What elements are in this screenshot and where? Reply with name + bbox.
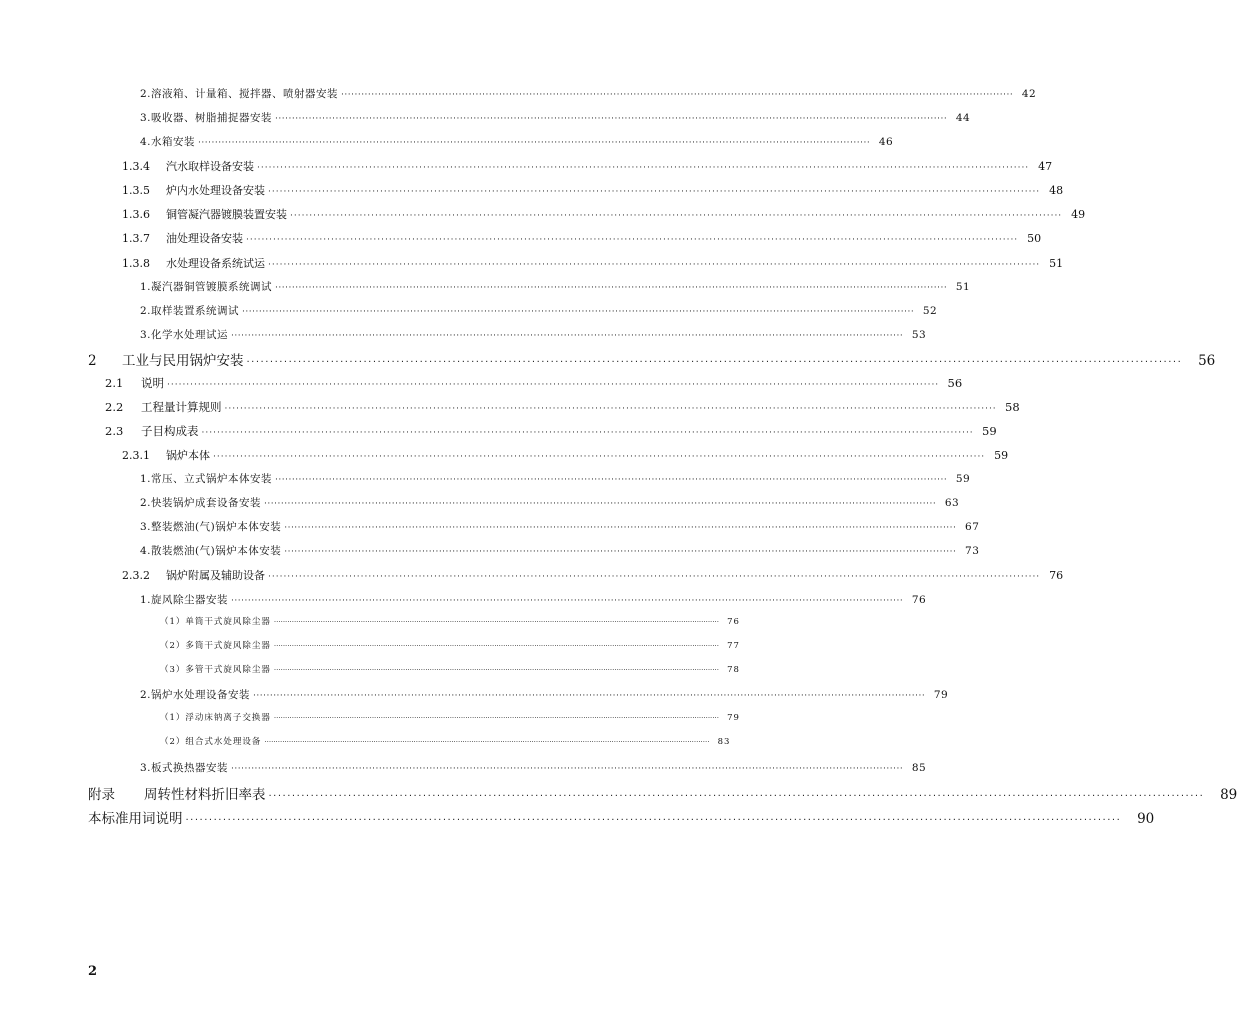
toc-entry[interactable] bbox=[140, 471, 971, 486]
toc-entry-page: 59 bbox=[955, 473, 971, 485]
toc-entry[interactable] bbox=[122, 158, 1053, 174]
dot-leader: ········································································································································································································ bbox=[284, 523, 957, 533]
toc-entry-title: 4.水箱安装 bbox=[140, 136, 196, 148]
toc-entry-page: 52 bbox=[922, 305, 938, 317]
toc-entry-title: 锅炉附属及辅助设备 bbox=[166, 569, 265, 582]
toc-entry[interactable] bbox=[140, 519, 980, 534]
dot-leader: ········································································································································································································ bbox=[213, 452, 986, 462]
toc-entry-page: 85 bbox=[911, 762, 927, 774]
toc-entry-page: 59 bbox=[994, 449, 1009, 462]
dot-leader: ········································································································································································································ bbox=[264, 738, 710, 746]
toc-entry[interactable] bbox=[140, 303, 938, 318]
dot-leader: ········································································································································································································ bbox=[246, 357, 1183, 368]
dot-leader: ········································································································································································································ bbox=[231, 331, 904, 341]
toc-entry[interactable] bbox=[140, 279, 971, 294]
dot-leader: ········································································································································································································ bbox=[185, 815, 1122, 826]
dot-leader: ········································································································································································································ bbox=[167, 380, 940, 390]
toc-entry-title: 4.散装燃油(气)锅炉本体安装 bbox=[140, 545, 282, 557]
toc-entry-page: 56 bbox=[947, 376, 963, 390]
toc-entry-number: 附录 bbox=[88, 787, 115, 803]
toc-entry-number: 1.3.8 bbox=[122, 257, 150, 270]
toc-entry-title: （1）单筒干式旋风除尘器 bbox=[160, 617, 271, 627]
toc-entry-title: 油处理设备安装 bbox=[166, 232, 243, 245]
toc-entry[interactable] bbox=[140, 543, 980, 558]
dot-leader: ········································································································································································································ bbox=[224, 404, 997, 414]
toc-entry-title: 1.旋风除尘器安装 bbox=[140, 594, 229, 606]
toc-entry[interactable] bbox=[160, 663, 740, 675]
toc-entry[interactable] bbox=[122, 447, 1009, 463]
toc-entry-title: 1.常压、立式锅炉本体安装 bbox=[140, 473, 273, 485]
toc-entry-number: 1.3.6 bbox=[122, 208, 150, 221]
dot-leader: ········································································································································································································ bbox=[273, 714, 719, 722]
toc-entry-title: 1.凝汽器铜管镀膜系统调试 bbox=[140, 281, 273, 293]
toc-entry[interactable] bbox=[122, 230, 1042, 246]
toc-entry-page: 76 bbox=[911, 594, 927, 606]
dot-leader: ········································································································································································································ bbox=[246, 235, 1019, 245]
toc-entry-title: 锅炉本体 bbox=[166, 449, 210, 462]
toc-entry[interactable] bbox=[140, 327, 927, 342]
toc-entry-page: 48 bbox=[1049, 184, 1064, 197]
dot-leader: ········································································································································································································ bbox=[275, 114, 948, 124]
toc-entry-title: （2）组合式水处理设备 bbox=[160, 737, 262, 747]
dot-leader: ········································································································································································································ bbox=[273, 618, 719, 626]
toc-entry-number: 1.3.7 bbox=[122, 232, 150, 245]
toc-entry-title: 汽水取样设备安装 bbox=[166, 160, 254, 173]
dot-leader: ········································································································································································································ bbox=[268, 572, 1041, 582]
dot-leader: ········································································································································································································ bbox=[257, 163, 1030, 173]
toc-entry[interactable] bbox=[122, 255, 1064, 271]
dot-leader: ········································································································································································································ bbox=[290, 211, 1063, 221]
toc-entry-title: （3）多管干式旋风除尘器 bbox=[160, 665, 271, 675]
toc-entry[interactable] bbox=[160, 711, 740, 723]
toc-entry-number: 2.1 bbox=[105, 376, 124, 390]
toc-entry[interactable] bbox=[160, 639, 740, 651]
toc-entry[interactable] bbox=[105, 423, 997, 439]
toc-entry-title: （1）浮动床钠离子交换器 bbox=[160, 713, 271, 723]
dot-leader: ········································································································································································································ bbox=[273, 666, 719, 674]
toc-entry-page: 58 bbox=[1005, 400, 1020, 414]
dot-leader: ········································································································································································································ bbox=[231, 764, 904, 774]
toc-entry-title: 2.快装锅炉成套设备安装 bbox=[140, 497, 262, 509]
toc-entry-title: 本标准用词说明 bbox=[88, 811, 183, 827]
toc-entry[interactable] bbox=[88, 783, 1237, 803]
toc-entry-page: 79 bbox=[933, 689, 949, 701]
dot-leader: ········································································································································································································ bbox=[284, 547, 957, 557]
toc-entry-page: 63 bbox=[944, 497, 960, 509]
toc-entry-title: （2）多筒干式旋风除尘器 bbox=[160, 641, 271, 651]
dot-leader: ········································································································································································································ bbox=[201, 428, 974, 438]
toc-entry-page: 76 bbox=[1049, 569, 1064, 582]
page-number: 2 bbox=[88, 964, 98, 979]
dot-leader: ········································································································································································································ bbox=[253, 691, 926, 701]
toc-entry-page: 49 bbox=[1071, 208, 1086, 221]
toc-entry[interactable] bbox=[88, 807, 1155, 827]
toc-entry-title: 2.取样装置系统调试 bbox=[140, 305, 240, 317]
toc-entry-page: 90 bbox=[1137, 811, 1155, 827]
toc-entry[interactable] bbox=[140, 760, 927, 775]
toc-entry-title: 3.整装燃油(气)锅炉本体安装 bbox=[140, 521, 282, 533]
toc-entry-number: 2.3.2 bbox=[122, 569, 150, 582]
toc-entry-page: 42 bbox=[1021, 88, 1037, 100]
toc-entry[interactable] bbox=[122, 206, 1086, 222]
toc-entry[interactable] bbox=[88, 349, 1216, 369]
dot-leader: ········································································································································································································ bbox=[264, 499, 937, 509]
toc-entry-page: 51 bbox=[955, 281, 971, 293]
toc-entry-page: 89 bbox=[1220, 787, 1237, 803]
toc-entry-page: 83 bbox=[717, 737, 731, 747]
toc-entry-title: 水处理设备系统试运 bbox=[166, 257, 265, 270]
dot-leader: ········································································································································································································ bbox=[268, 187, 1041, 197]
toc-entry-title: 周转性材料折旧率表 bbox=[144, 787, 266, 803]
toc-entry-title: 3.吸收器、树脂捕捉器安装 bbox=[140, 112, 273, 124]
toc-entry[interactable] bbox=[140, 687, 949, 702]
toc-entry-title: 铜管凝汽器镀膜装置安装 bbox=[166, 208, 287, 221]
toc-entry-page: 59 bbox=[982, 424, 997, 438]
toc-entry-page: 51 bbox=[1049, 257, 1064, 270]
toc-entry-page: 46 bbox=[878, 136, 894, 148]
toc-entry-title: 2.锅炉水处理设备安装 bbox=[140, 689, 251, 701]
dot-leader: ········································································································································································································ bbox=[268, 791, 1205, 802]
toc-entry-page: 73 bbox=[965, 545, 980, 557]
toc-entry[interactable] bbox=[140, 110, 971, 125]
toc-entry-page: 79 bbox=[727, 713, 740, 723]
toc-entry[interactable] bbox=[160, 735, 731, 747]
toc-entry-page: 78 bbox=[727, 665, 740, 675]
toc-entry-title: 2.溶液箱、计量箱、搅拌器、喷射器安装 bbox=[140, 88, 339, 100]
toc-entry-title: 说明 bbox=[141, 376, 164, 390]
toc-entry-page: 76 bbox=[727, 617, 740, 627]
toc-entry[interactable] bbox=[140, 592, 927, 607]
toc-entry-page: 77 bbox=[727, 641, 740, 651]
toc-entry-page: 56 bbox=[1198, 353, 1216, 369]
toc-entry[interactable] bbox=[160, 615, 740, 627]
toc-entry[interactable] bbox=[122, 567, 1064, 583]
dot-leader: ········································································································································································································ bbox=[275, 475, 948, 485]
toc-entry[interactable] bbox=[105, 399, 1020, 415]
dot-leader: ········································································································································································································ bbox=[231, 596, 904, 606]
toc-entry-title: 子目构成表 bbox=[141, 424, 199, 438]
dot-leader: ········································································································································································································ bbox=[268, 260, 1041, 270]
dot-leader: ········································································································································································································ bbox=[242, 307, 915, 317]
toc-entry-page: 53 bbox=[911, 329, 927, 341]
toc-entry[interactable] bbox=[140, 86, 1037, 101]
toc-entry-title: 工业与民用锅炉安装 bbox=[122, 353, 244, 369]
dot-leader: ········································································································································································································ bbox=[198, 138, 871, 148]
toc-entry-page: 50 bbox=[1027, 232, 1042, 245]
toc-entry-page: 47 bbox=[1038, 160, 1053, 173]
toc-entry-number: 2.3 bbox=[105, 424, 124, 438]
toc-entry-title: 工程量计算规则 bbox=[141, 400, 222, 414]
toc-entry[interactable] bbox=[105, 375, 963, 391]
toc-entry[interactable] bbox=[140, 495, 960, 510]
toc-entry-number: 2 bbox=[88, 353, 97, 369]
toc-entry-number: 2.2 bbox=[105, 400, 124, 414]
toc-entry-number: 1.3.5 bbox=[122, 184, 150, 197]
toc-entry[interactable] bbox=[140, 134, 894, 149]
toc-entry-number: 2.3.1 bbox=[122, 449, 150, 462]
toc-entry-title: 3.化学水处理试运 bbox=[140, 329, 229, 341]
dot-leader: ········································································································································································································ bbox=[341, 90, 1014, 100]
toc-entry-title: 炉内水处理设备安装 bbox=[166, 184, 265, 197]
toc-entry-number: 1.3.4 bbox=[122, 160, 150, 173]
toc-entry[interactable] bbox=[122, 182, 1064, 198]
toc-entry-title: 3.板式换热器安装 bbox=[140, 762, 229, 774]
toc-entry-page: 44 bbox=[955, 112, 971, 124]
toc-entry-page: 67 bbox=[965, 521, 980, 533]
dot-leader: ········································································································································································································ bbox=[275, 283, 948, 293]
dot-leader: ········································································································································································································ bbox=[273, 642, 719, 650]
